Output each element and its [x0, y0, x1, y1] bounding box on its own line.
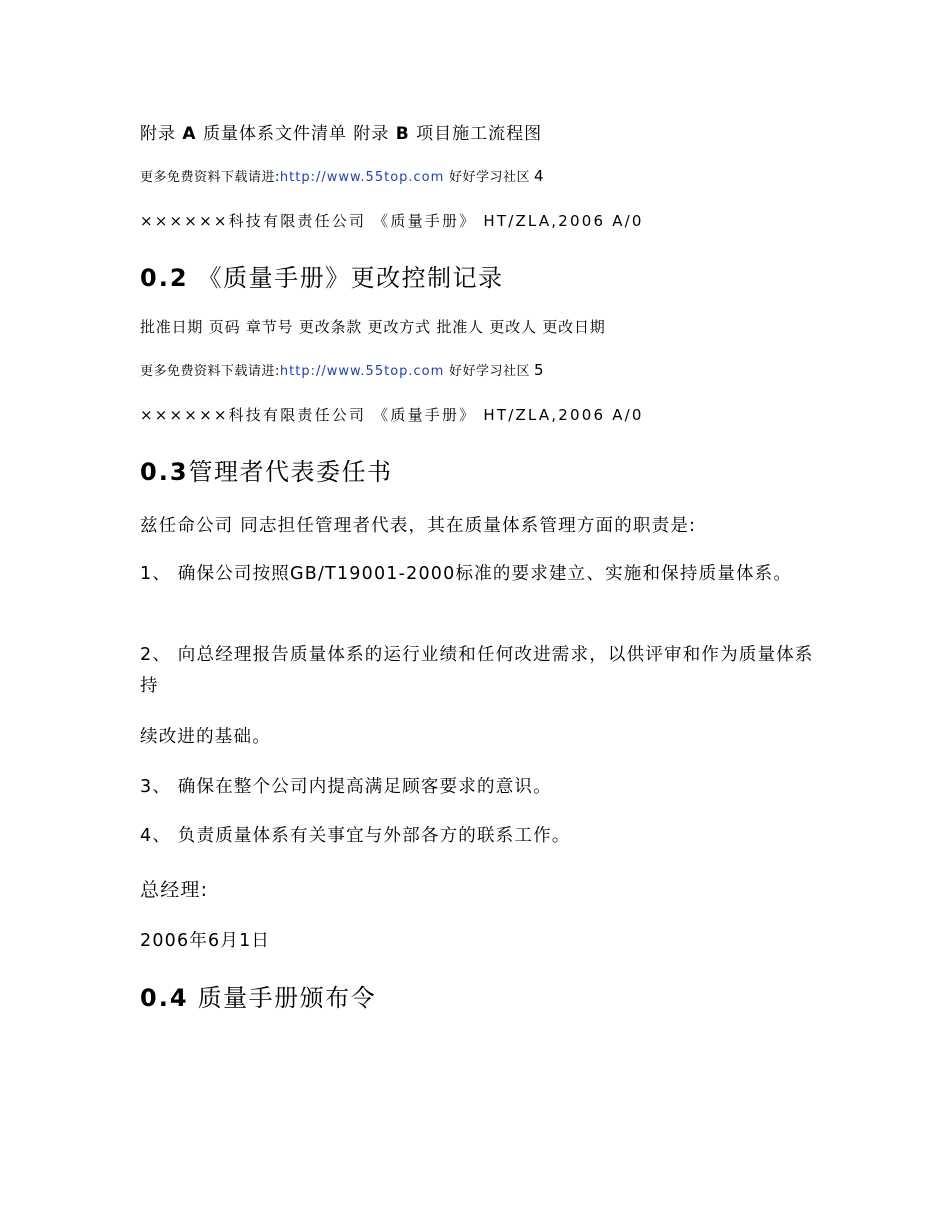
- section-number: 0.4: [140, 984, 189, 1012]
- section-heading-0-4: [140, 978, 376, 1013]
- section-title: 管理者代表委任书: [188, 458, 393, 486]
- change-record-headers: 批准日期 页码 章节号 更改条款 更改方式 批准人 更改人 更改日期: [140, 318, 606, 336]
- footer-prefix: 更多免费资料下载请进:: [140, 170, 280, 185]
- section-number: 0.2: [140, 264, 189, 292]
- section-title: 《质量手册》更改控制记录: [197, 264, 504, 292]
- footer-page-number: 5: [533, 361, 544, 379]
- duty-item-2: 2、 向总经理报告质量体系的运行业绩和任何改进需求，以供评审和作为质量体系持: [140, 645, 814, 696]
- section-number: 0.3: [140, 458, 189, 486]
- duty-item-2-continued: 续改进的基础。: [140, 727, 271, 747]
- footer-suffix: 好好学习社区: [448, 170, 530, 185]
- appendix-a-title: 质量体系文件清单: [202, 124, 347, 144]
- page-footer: [140, 360, 544, 379]
- section-heading-0-3: [140, 452, 393, 487]
- footer-prefix: 更多免费资料下载请进:: [140, 364, 280, 379]
- appendix-b-prefix: 附录: [353, 124, 390, 144]
- appointment-intro: 兹任命公司 同志担任管理者代表，其在质量体系管理方面的职责是:: [140, 516, 697, 536]
- page-footer: [140, 166, 544, 185]
- appendix-b-title: 项目施工流程图: [416, 124, 543, 144]
- duty-item-4: 4、 负责质量体系有关事宜与外部各方的联系工作。: [140, 826, 571, 846]
- appendix-b-letter: B: [395, 124, 410, 144]
- appointment-date: 2006年6月1日: [140, 931, 271, 951]
- page-header: ××××××科技有限责任公司 《质量手册》 HT/ZLA,2006 A/0: [140, 212, 644, 230]
- duty-item-3: 3、 确保在整个公司内提高满足顾客要求的意识。: [140, 777, 552, 797]
- footer-url-link[interactable]: http://www.55top.com: [279, 170, 445, 185]
- appendix-line: [140, 119, 542, 144]
- footer-url-link[interactable]: http://www.55top.com: [279, 364, 445, 379]
- footer-page-number: 4: [533, 167, 544, 185]
- page-header: ××××××科技有限责任公司 《质量手册》 HT/ZLA,2006 A/0: [140, 406, 644, 424]
- duty-item-1: 1、 确保公司按照GB/T19001-2000标准的要求建立、实施和保持质量体系。: [140, 564, 793, 584]
- appendix-a-letter: A: [182, 124, 197, 144]
- appendix-a-prefix: 附录: [140, 124, 176, 144]
- signature-label: 总经理:: [140, 879, 209, 901]
- section-title: 质量手册颁布令: [197, 984, 377, 1012]
- section-heading-0-2: [140, 258, 504, 293]
- footer-suffix: 好好学习社区: [448, 364, 530, 379]
